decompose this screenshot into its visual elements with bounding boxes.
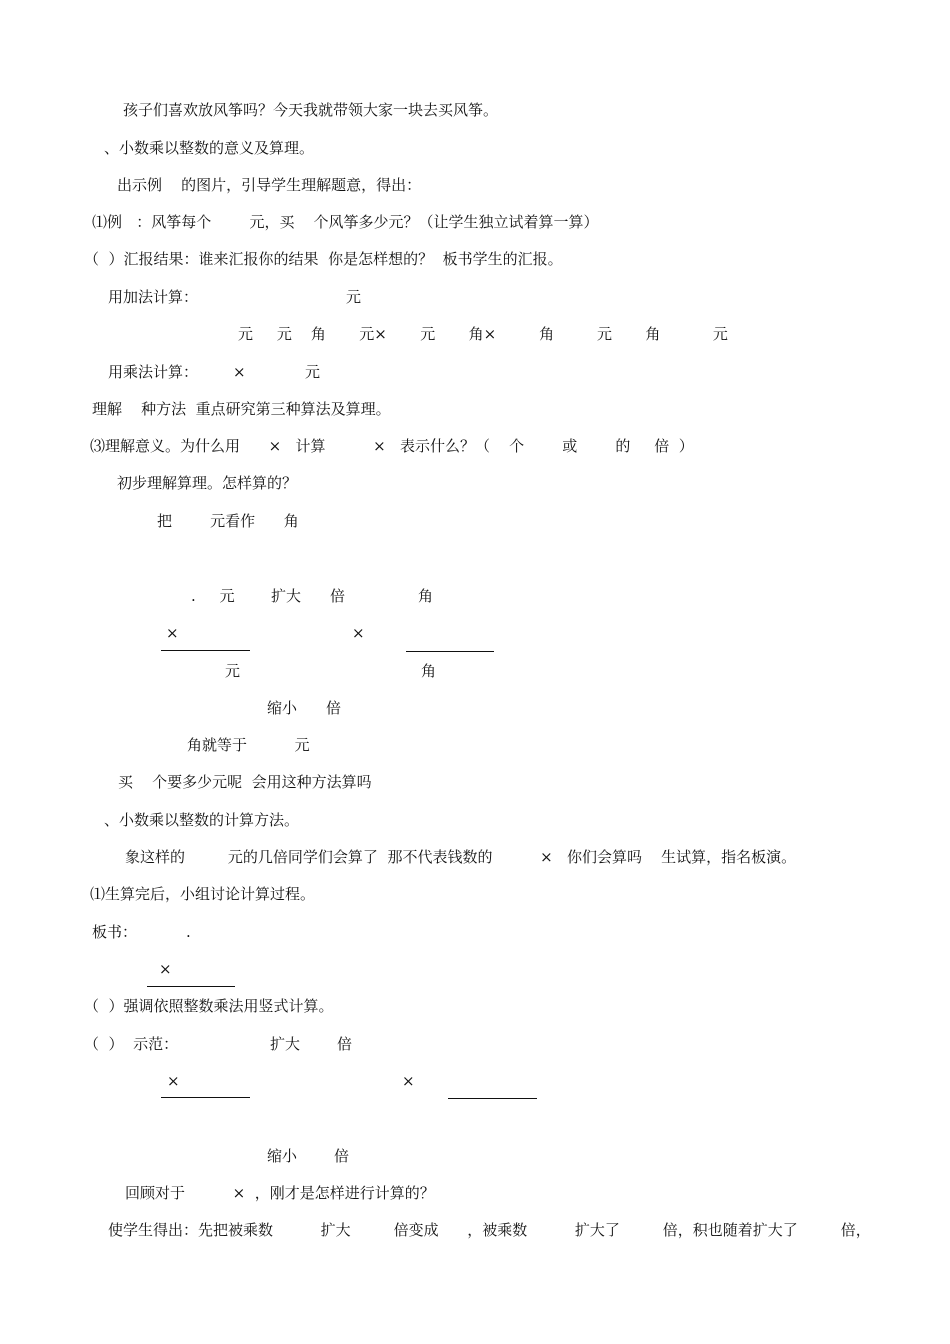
text-fragment: 扩大 [270,1035,301,1053]
text-line: 使学生得出：先把被乘数 扩大 倍变成 ，被乘数 扩大了 倍，积也随着扩大了 倍， [108,1221,871,1239]
text-fragment: 倍 [330,587,346,605]
text-line: 象这样的 元的几倍同学们会算了 那不代表钱数的 × 你们会算吗 生试算，指名板演。 [125,848,797,866]
text-fragment: . 元 [191,587,235,605]
calculation-rule [147,986,235,987]
text-fragment: 元 [305,363,321,381]
text-line: 初步理解算理。怎样算的？ [117,474,298,492]
text-fragment: 倍 [326,699,342,717]
text-line: 元 元 角 元× 元 角× 角 元 角 元 [238,325,728,343]
text-line: 把 元看作 角 [157,512,299,530]
text-line: 用加法计算： [108,288,199,306]
text-fragment: 扩大 [271,587,302,605]
text-line: 理解 种方法 重点研究第三种算法及算理。 [92,400,391,418]
multiply-sign: × [166,624,179,642]
text-fragment: . [186,923,191,941]
text-line: （ ） 示范： [84,1035,179,1053]
text-fragment: 角 [421,662,437,680]
section-heading: 、小数乘以整数的计算方法。 [104,811,300,829]
text-line: ⑴生算完后，小组讨论计算过程。 [90,885,316,903]
text-fragment: × [233,363,246,381]
text-line: （ ）强调依照整数乘法用竖式计算。 [84,997,334,1015]
text-fragment: 元 [225,662,241,680]
section-heading: 、小数乘以整数的意义及算理。 [104,139,315,157]
text-line: 回顾对于 × ，刚才是怎样进行计算的？ [125,1184,435,1202]
text-fragment: 倍 [334,1147,350,1165]
multiply-sign: × [167,1072,180,1090]
text-line: 用乘法计算： [108,363,199,381]
calculation-rule [161,650,250,651]
calculation-rule [161,1097,250,1098]
calculation-rule [406,651,494,652]
text-fragment: 缩小 [267,1147,298,1165]
text-line: 角就等于 元 [187,736,310,754]
text-fragment: 倍 [337,1035,353,1053]
multiply-sign: × [402,1072,415,1090]
text-fragment: 元 [346,288,362,306]
text-fragment: 缩小 [267,699,298,717]
text-line: （ ）汇报结果：谁来汇报你的结果 你是怎样想的？ 板书学生的汇报。 [84,250,563,268]
text-line: 买 个要多少元呢 会用这种方法算吗 [118,773,372,791]
text-line: 孩子们喜欢放风筝吗？今天我就带领大家一块去买风筝。 [123,101,499,119]
text-line: 板书： [92,923,138,941]
multiply-sign: × [352,624,365,642]
multiply-sign: × [159,960,172,978]
text-line: ⑴例 ：风筝每个 元，买 个风筝多少元？（让学生独立试着算一算） [92,213,599,231]
text-line: ⑶理解意义。为什么用 × 计算 × 表示什么？（ 个 或 的 倍 ） [90,437,694,455]
calculation-rule [448,1098,537,1099]
text-line: 出示例 的图片，引导学生理解题意，得出： [117,176,422,194]
text-fragment: 角 [418,587,434,605]
